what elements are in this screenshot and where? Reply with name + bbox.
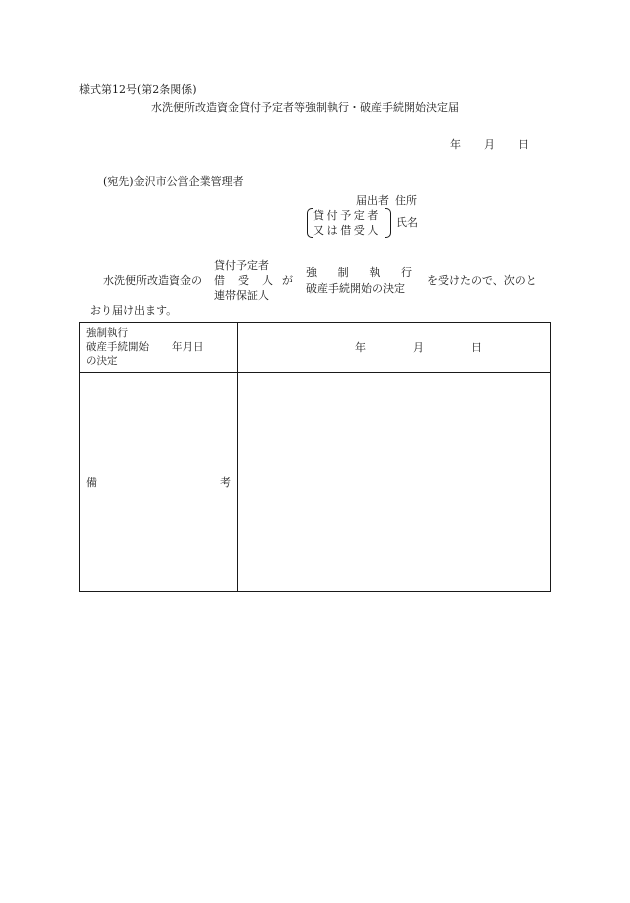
event-enforcement: 強 制 執 行: [306, 266, 412, 279]
remarks-label-char2: 考: [220, 476, 231, 489]
header-date-month: 月: [484, 138, 495, 151]
header-date-year: 年: [450, 138, 461, 151]
row1-label-date: 年月日: [172, 341, 204, 353]
row1-value-month[interactable]: 月: [413, 341, 424, 354]
party-borrower: 借 受 人: [214, 274, 273, 287]
event-bankruptcy: 破産手続開始の決定: [306, 282, 405, 295]
party-guarantor: 連帯保証人: [214, 289, 269, 302]
address-label: 住所: [395, 194, 417, 207]
addressee: (宛先)金沢市公営企業管理者: [103, 175, 244, 188]
notifier-label: 届出者: [356, 194, 389, 207]
applicant-type-line1: 貸付予定者: [313, 209, 381, 222]
body-suffix: を受けたので、次のと: [427, 274, 537, 287]
party-lender-candidate: 貸付予定者: [214, 259, 269, 272]
remarks-field[interactable]: [238, 373, 550, 591]
form-number: 様式第12号(第2条関係): [79, 83, 197, 96]
row1-label-line2: 破産手続開始: [86, 341, 149, 353]
body-prefix: 水洗便所改造資金の: [103, 274, 202, 287]
bracket-right: [385, 208, 391, 238]
applicant-type-line2: 又は借受人: [313, 224, 381, 237]
row1-label-line1: 強制執行: [86, 327, 128, 339]
form-title: 水洗便所改造資金貸付予定者等強制執行・破産手続開始決定届: [151, 101, 459, 114]
row1-value-year[interactable]: 年: [355, 341, 366, 354]
body-particle: が: [282, 274, 293, 287]
body-continuation: おり届け出ます。: [90, 304, 178, 317]
row1-value-day[interactable]: 日: [471, 341, 482, 354]
name-label: 氏名: [396, 216, 418, 229]
notification-table: [79, 322, 551, 592]
header-date-day: 日: [518, 138, 529, 151]
row1-label-line3: の決定: [86, 355, 118, 367]
remarks-label-char1: 備: [86, 476, 97, 489]
